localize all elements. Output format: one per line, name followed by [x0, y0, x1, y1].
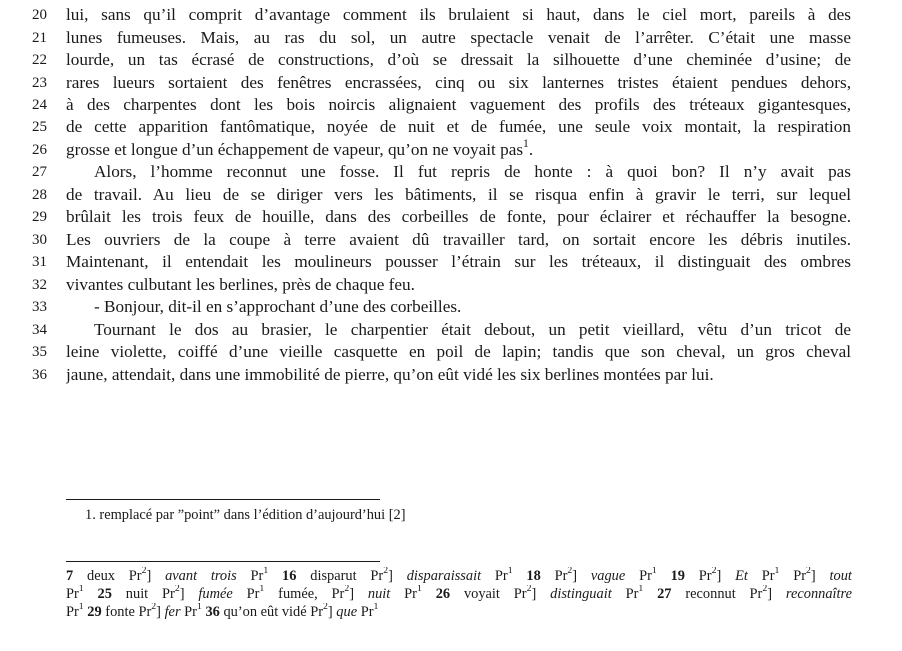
line-number: 31 [32, 254, 47, 270]
line-text: Les ouvriers de la coupe à terre avaient dû travailler tard, on sortait encore les débris inutiles. [66, 230, 851, 249]
text-line [0, 274, 902, 296]
line-number: 25 [32, 119, 47, 135]
apparatus-variant: tout [829, 568, 852, 584]
line-number: 34 [32, 322, 47, 338]
apparatus-line [66, 567, 852, 585]
text-line [0, 139, 902, 161]
apparatus-witness: Pr$^1$ [66, 603, 84, 620]
line-number: 24 [32, 97, 47, 113]
apparatus-lemma: nuit Pr$^2$] [125, 585, 185, 602]
apparatus-lemma: reconnut Pr$^2$] [685, 585, 773, 602]
apparatus-variant: que [336, 604, 358, 620]
text-line [0, 116, 902, 138]
apparatus-lemma: disparut Pr$^2$] [310, 567, 393, 584]
apparatus-variant: vague [590, 568, 626, 584]
text-line [0, 72, 902, 94]
text-line [0, 364, 902, 386]
apparatus-lemma: voyait Pr$^2$] [463, 585, 537, 602]
apparatus-lemma: deux Pr$^2$] [87, 567, 152, 584]
text-line [0, 341, 902, 363]
apparatus-line-ref: 29 [87, 604, 102, 620]
line-text: lui, sans qu’il comprit d’avantage comment ils brulaient si haut, dans le ciel mort, pareils à des [66, 5, 851, 24]
line-text: Tournant le dos au brasier, le charpentier était debout, un petit vieillard, vêtu d’un tricot de [94, 320, 851, 339]
apparatus-witness: Pr$^1$ [404, 585, 422, 602]
apparatus-variant: nuit [367, 586, 391, 602]
apparatus-witness: Pr$^1$ [761, 567, 780, 584]
line-number: 33 [32, 299, 47, 315]
line-number: 32 [32, 277, 47, 293]
apparatus-variant: reconnaître [785, 586, 852, 602]
line-text: à des charpentes dont les bois noircis alignaient vaguement des profils des tréteaux gigantesques, [66, 95, 851, 114]
line-text: Maintenant, il entendait les moulineurs pousser l’étrain sur les tréteaux, il distinguait des ombres [66, 252, 851, 271]
apparatus-lemma: fonte Pr$^2$] [105, 603, 161, 620]
footnote-rule [66, 499, 380, 500]
apparatus-variant: distinguait [550, 586, 612, 602]
text-line [0, 229, 902, 251]
text-line [0, 296, 902, 318]
text-line [0, 27, 902, 49]
apparatus-witness: Pr$^1$ [66, 585, 84, 602]
line-number: 35 [32, 344, 47, 360]
apparatus-witness: Pr$^1$ [250, 567, 269, 584]
line-text-body: grosse et longue d’un échappement de vapeur, qu’on ne voyait pas [66, 140, 524, 159]
line-number: 30 [32, 232, 47, 248]
line-text: de travail. Au lieu de se diriger vers les bâtiments, il se risqua enfin à gravir le terri, sur lequel [66, 185, 851, 204]
line-text [66, 139, 851, 161]
apparatus-variant: Et [735, 568, 748, 584]
apparatus-witness: Pr$^1$ [625, 585, 644, 602]
line-text: - Bonjour, dit-il en s’approchant d’une des corbeilles. [94, 297, 462, 316]
footnote [85, 505, 406, 525]
apparatus-lemma: Pr$^2$] [793, 567, 816, 584]
line-text: lourde, un tas écrasé de constructions, d’où se dressait la silhouette d’une cheminée d’usine; de [66, 50, 851, 69]
line-number: 26 [32, 142, 47, 158]
apparatus-variant: fumée [198, 586, 233, 602]
line-number: 22 [32, 52, 47, 68]
footnote-number: 1. [85, 507, 96, 523]
text-line [0, 184, 902, 206]
line-number: 29 [32, 209, 47, 225]
apparatus-line-ref: 27 [657, 586, 672, 602]
apparatus-lemma: qu’on eût vidé Pr$^2$] [223, 603, 333, 620]
line-number: 21 [32, 30, 47, 46]
apparatus-lemma: Pr$^2$] [554, 567, 578, 584]
line-number: 28 [32, 187, 47, 203]
text-line [0, 94, 902, 116]
text-line [0, 4, 902, 26]
apparatus-rule [66, 561, 380, 562]
apparatus-witness: Pr$^1$ [494, 567, 513, 584]
apparatus-line-ref: 7 [66, 568, 74, 584]
line-text: de cette apparition fantômatique, noyée de nuit et de fumée, une seule voix montait, la respiration [66, 117, 851, 136]
apparatus-witness: Pr$^1$ [639, 567, 657, 584]
line-text-tail: . [528, 140, 534, 159]
apparatus-variant: avant trois [165, 568, 237, 584]
text-line [0, 251, 902, 273]
line-number: 23 [32, 75, 47, 91]
apparatus-lemma: fumée, Pr$^2$] [278, 585, 355, 602]
line-text: vivantes culbutant les berlines, près de chaque feu. [66, 275, 415, 294]
line-text: Alors, l’homme reconnut une fosse. Il fut repris de honte : à quoi bon? Il n’y avait pas [94, 162, 851, 181]
footnote-marker: 1 [523, 139, 529, 151]
line-text: lunes fumeuses. Mais, au ras du sol, un autre spectacle venait de l’arrêter. C’était une masse [66, 28, 851, 47]
line-number: 27 [32, 164, 47, 180]
text-line [0, 49, 902, 71]
apparatus-variant: disparaissait [406, 568, 482, 584]
line-number: 20 [32, 7, 47, 23]
apparatus-witness: Pr$^1$ [246, 585, 265, 602]
line-number: 36 [32, 367, 47, 383]
apparatus-line [66, 603, 852, 621]
apparatus-line-ref: 19 [670, 568, 685, 584]
apparatus-variant: fer [164, 604, 181, 620]
apparatus-line-ref: 16 [282, 568, 297, 584]
apparatus-witness: Pr$^1$ [184, 603, 202, 620]
text-line [0, 206, 902, 228]
line-text: leine violette, coiffé d’une vieille casquette en poil de lapin; tandis que son cheval, un gros cheval [66, 342, 851, 361]
apparatus-line-ref: 26 [435, 586, 451, 602]
apparatus-line [66, 585, 852, 603]
line-text: brûlait les trois feux de houille, dans des corbeilles de fonte, pour éclairer et réchauffer la besogne. [66, 207, 851, 226]
apparatus-line-ref: 18 [526, 568, 541, 584]
apparatus-line-ref: 36 [205, 604, 220, 620]
apparatus-witness: Pr$^1$ [360, 603, 379, 620]
text-line [0, 161, 902, 183]
line-text: rares lueurs sortaient des fenêtres encrassées, cinq ou six lanternes tristes étaient pendues dehors, [66, 73, 851, 92]
footnote-text: remplacé par ”point” dans l’édition d’aujourd’hui [2] [99, 507, 406, 523]
apparatus-lemma: Pr$^2$] [698, 567, 722, 584]
apparatus-line-ref: 25 [97, 586, 112, 602]
text-line [0, 319, 902, 341]
line-text: jaune, attendait, dans une immobilité de pierre, qu’on eût vidé les six berlines montées par lui. [66, 365, 714, 384]
